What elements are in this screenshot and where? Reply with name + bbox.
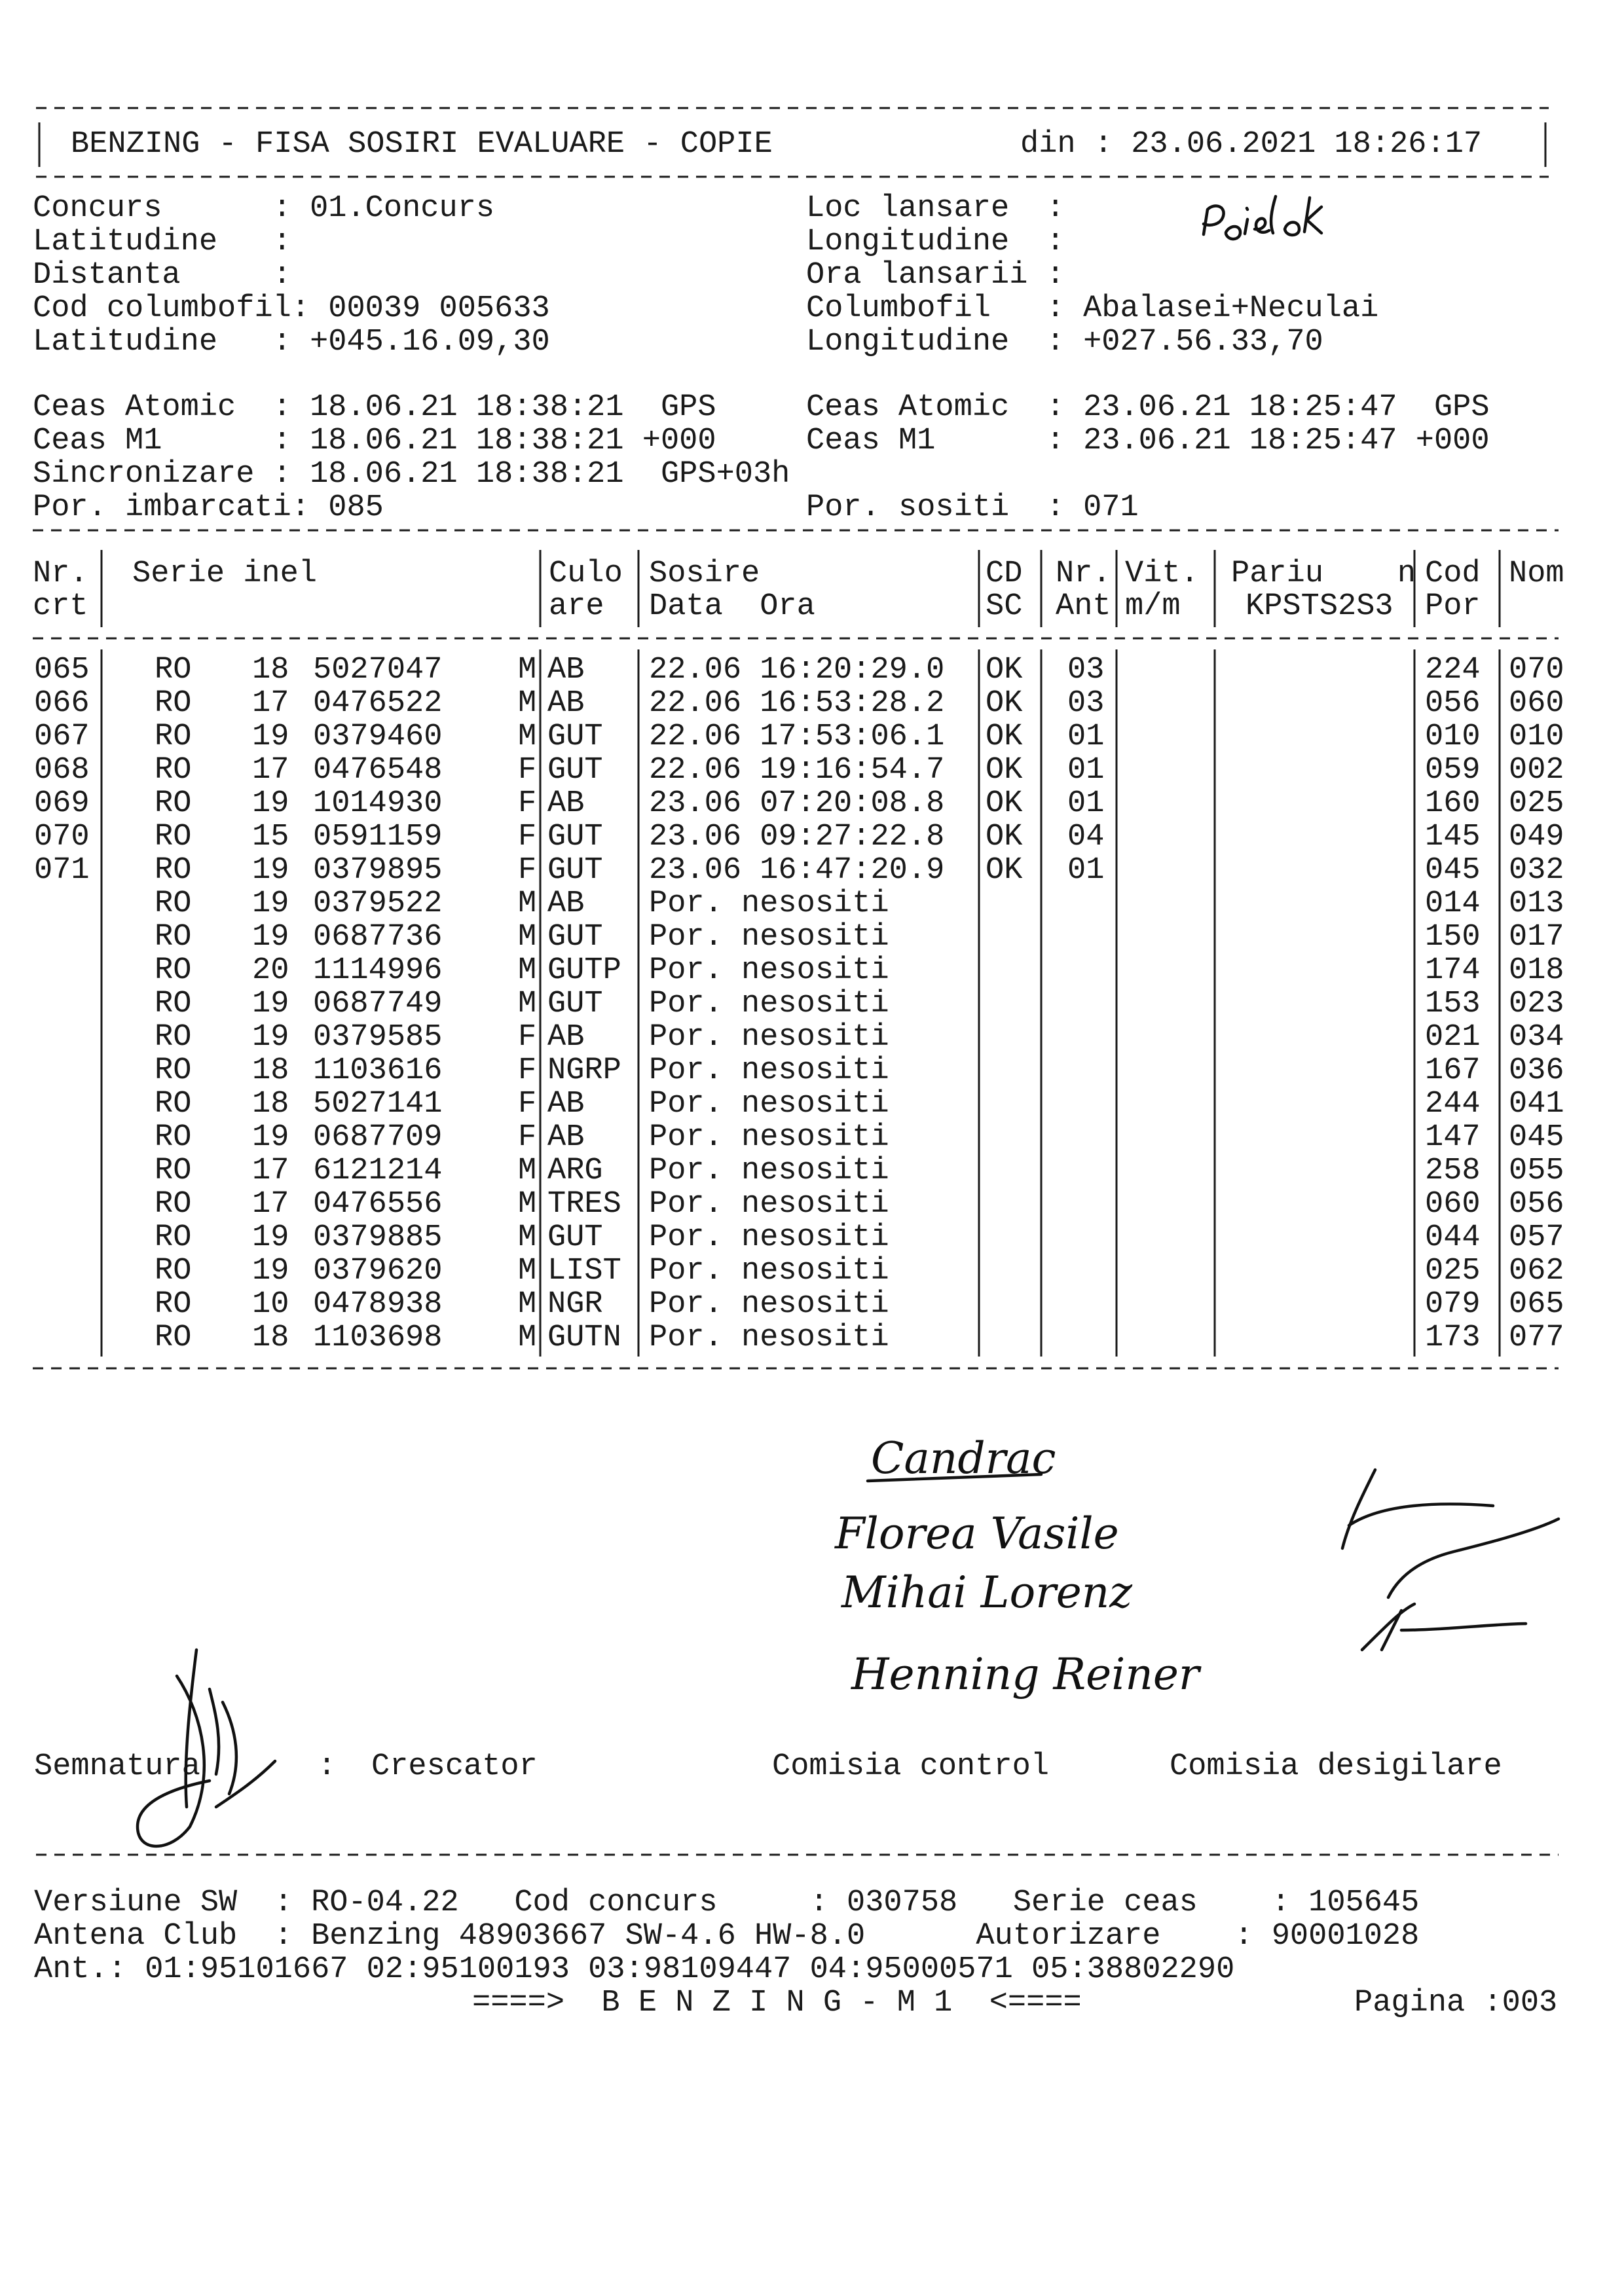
sex-code: M — [518, 1154, 537, 1188]
pigeon-code: 145 — [1425, 820, 1481, 854]
pigeon-code: 150 — [1425, 920, 1481, 955]
ring-year: 20 — [252, 953, 289, 988]
info-line: Columbofil : Abalasei+Neculai — [806, 291, 1379, 326]
table-row — [155, 987, 1564, 1021]
table-body — [34, 653, 1564, 1355]
ring-number: 0379522 — [313, 886, 443, 921]
cd-status: OK — [986, 753, 1023, 788]
footer-line: Versiune SW : RO-04.22 Cod concurs : 030758 Serie ceas : 105645 — [34, 1886, 1420, 1920]
table-row — [155, 1053, 1564, 1088]
ring-year: 18 — [252, 1321, 289, 1355]
info-line: Concurs : 01.Concurs — [33, 191, 495, 226]
table-row — [155, 886, 1564, 921]
sex-code: F — [518, 1120, 537, 1155]
arrival-time: 22.06 17:53:06.1 — [649, 720, 945, 754]
ring-year: 17 — [252, 1187, 289, 1222]
ring-number: 5027141 — [313, 1087, 443, 1121]
column-header: KPSTS2S3 — [1246, 589, 1393, 624]
color-code: GUT — [547, 753, 603, 788]
ring-year: 18 — [252, 653, 289, 687]
arrival-time: 22.06 16:20:29.0 — [649, 653, 945, 687]
pigeon-code: 173 — [1425, 1321, 1481, 1355]
footer-line: Ant.: 01:95101667 02:95100193 03:98109447 04:95000571 05:38802290 — [34, 1952, 1235, 1987]
pigeon-code: 160 — [1425, 786, 1481, 821]
nominal-number: 041 — [1509, 1087, 1564, 1121]
country-code: RO — [155, 853, 192, 888]
pigeon-code: 167 — [1425, 1053, 1481, 1088]
color-code: NGR — [547, 1287, 603, 1322]
cd-status: OK — [986, 653, 1023, 687]
table-row — [34, 753, 1564, 788]
sex-code: F — [518, 820, 537, 854]
country-code: RO — [155, 720, 192, 754]
row-number: 070 — [34, 820, 90, 854]
color-code: GUTN — [547, 1321, 621, 1355]
ring-number: 0687736 — [313, 920, 443, 955]
nominal-number: 045 — [1509, 1120, 1564, 1155]
breeder-label: Crescator — [371, 1749, 538, 1784]
color-code: AB — [547, 686, 585, 721]
sex-code: M — [518, 987, 537, 1021]
row-number: 065 — [34, 653, 90, 687]
color-code: AB — [547, 1020, 585, 1055]
color-code: GUT — [547, 853, 603, 888]
handwritten-location — [1204, 196, 1321, 239]
info-line: Ora lansarii : — [806, 258, 1065, 293]
ring-number: 0478938 — [313, 1287, 443, 1322]
sex-code: M — [518, 1220, 537, 1255]
country-code: RO — [155, 686, 192, 721]
table-row — [155, 1220, 1564, 1255]
ring-number: 0591159 — [313, 820, 443, 854]
row-number: 066 — [34, 686, 90, 721]
ring-number: 0476548 — [313, 753, 443, 788]
info-line: Latitudine : — [33, 225, 291, 259]
pigeon-code: 147 — [1425, 1120, 1481, 1155]
column-header: are — [549, 589, 604, 624]
ring-year: 10 — [252, 1287, 289, 1322]
footer — [34, 1886, 1557, 2020]
unsealing-commission-label: Comisia desigilare — [1170, 1749, 1502, 1784]
nominal-number: 060 — [1509, 686, 1564, 721]
info-line: Cod columbofil: 00039 005633 — [33, 291, 550, 326]
nominal-number: 055 — [1509, 1154, 1564, 1188]
arrival-time: Por. nesositi — [649, 886, 889, 921]
table-header — [33, 556, 1564, 624]
antenna-number: 01 — [1067, 786, 1105, 821]
column-header: Serie inel — [132, 556, 318, 591]
arrival-time: Por. nesositi — [649, 1154, 889, 1188]
ring-year: 19 — [252, 1020, 289, 1055]
pigeon-code: 045 — [1425, 853, 1481, 888]
country-code: RO — [155, 920, 192, 955]
table-row — [34, 820, 1564, 854]
country-code: RO — [155, 1154, 192, 1188]
nominal-number: 023 — [1509, 987, 1564, 1021]
table-row — [155, 1287, 1564, 1322]
arrival-time: Por. nesositi — [649, 987, 889, 1021]
table-row — [34, 686, 1564, 721]
handwritten-name: Candrac — [871, 1433, 1056, 1484]
control-commission-label: Comisia control — [772, 1749, 1050, 1784]
country-code: RO — [155, 987, 192, 1021]
info-line: Loc lansare : — [806, 191, 1065, 226]
pigeon-code: 224 — [1425, 653, 1481, 687]
handwritten-name: Henning Reiner — [851, 1649, 1200, 1700]
ring-year: 19 — [252, 786, 289, 821]
column-header: Nr. — [1056, 556, 1111, 591]
report-date: din : 23.06.2021 18:26:17 — [1020, 127, 1483, 162]
nominal-number: 025 — [1509, 786, 1564, 821]
color-code: AB — [547, 1087, 585, 1121]
pigeon-code: 258 — [1425, 1154, 1481, 1188]
pigeon-code: 174 — [1425, 953, 1481, 988]
arrival-time: Por. nesositi — [649, 1287, 889, 1322]
ring-year: 18 — [252, 1053, 289, 1088]
table-row — [155, 1254, 1564, 1288]
country-code: RO — [155, 953, 192, 988]
arrival-time: Por. nesositi — [649, 1053, 889, 1088]
sex-code: M — [518, 720, 537, 754]
commission-handwritten-names — [834, 1433, 1559, 1700]
ring-year: 19 — [252, 886, 289, 921]
sex-code: M — [518, 686, 537, 721]
ring-year: 19 — [252, 1120, 289, 1155]
pigeon-code: 021 — [1425, 1020, 1481, 1055]
footer-line: Antena Club : Benzing 48903667 SW-4.6 HW-8.0 Autorizare : 90001028 — [34, 1919, 1420, 1954]
ring-number: 0687749 — [313, 987, 443, 1021]
clock-line: Por. imbarcati: 085 — [33, 490, 384, 525]
column-header: Data Ora — [649, 589, 815, 624]
clock-line: Ceas Atomic : 18.06.21 18:38:21 GPS — [33, 390, 716, 425]
page-number: Pagina :003 — [1354, 1986, 1558, 2020]
ring-year: 17 — [252, 686, 289, 721]
nominal-number: 065 — [1509, 1287, 1564, 1322]
column-header: Sosire — [649, 556, 760, 591]
ring-year: 17 — [252, 753, 289, 788]
table-row — [155, 1120, 1564, 1155]
pigeon-code: 014 — [1425, 886, 1481, 921]
table-row — [155, 1020, 1564, 1055]
table-row — [34, 786, 1564, 821]
nominal-number: 056 — [1509, 1187, 1564, 1222]
info-line: Longitudine : — [806, 225, 1065, 259]
antenna-number: 01 — [1067, 753, 1105, 788]
arrival-time: 23.06 09:27:22.8 — [649, 820, 945, 854]
nominal-number: 018 — [1509, 953, 1564, 988]
sex-code: F — [518, 1053, 537, 1088]
nominal-number: 032 — [1509, 853, 1564, 888]
country-code: RO — [155, 1287, 192, 1322]
info-line: Longitudine : +027.56.33,70 — [806, 325, 1323, 359]
signature-separator: : — [318, 1749, 337, 1784]
pigeon-code: 044 — [1425, 1220, 1481, 1255]
breeder-signature — [138, 1650, 275, 1846]
sex-code: F — [518, 853, 537, 888]
pigeon-code: 153 — [1425, 987, 1481, 1021]
color-code: GUT — [547, 1220, 603, 1255]
clock-line: Ceas M1 : 23.06.21 18:25:47 +000 — [806, 424, 1490, 458]
arrival-time: Por. nesositi — [649, 1254, 889, 1288]
nominal-number: 034 — [1509, 1020, 1564, 1055]
arrival-time: Por. nesositi — [649, 953, 889, 988]
report-title: BENZING - FISA SOSIRI EVALUARE - COPIE — [71, 127, 773, 162]
nominal-number: 002 — [1509, 753, 1564, 788]
table-row — [155, 1321, 1564, 1355]
ring-year: 18 — [252, 1087, 289, 1121]
ring-year: 19 — [252, 853, 289, 888]
sex-code: F — [518, 786, 537, 821]
nominal-number: 036 — [1509, 1053, 1564, 1088]
cd-status: OK — [986, 820, 1023, 854]
country-code: RO — [155, 786, 192, 821]
country-code: RO — [155, 1254, 192, 1288]
arrivals-table — [33, 530, 1564, 1368]
ring-year: 19 — [252, 1220, 289, 1255]
clock-line: Ceas Atomic : 23.06.21 18:25:47 GPS — [806, 390, 1490, 425]
nominal-number: 017 — [1509, 920, 1564, 955]
sex-code: M — [518, 1287, 537, 1322]
cd-status: OK — [986, 853, 1023, 888]
ring-year: 19 — [252, 1254, 289, 1288]
column-header: Pariu n — [1231, 556, 1416, 591]
arrival-time: Por. nesositi — [649, 1187, 889, 1222]
arrival-time: Por. nesositi — [649, 1020, 889, 1055]
color-code: GUT — [547, 820, 603, 854]
ring-number: 0476556 — [313, 1187, 443, 1222]
color-code: GUT — [547, 720, 603, 754]
sex-code: M — [518, 920, 537, 955]
country-code: RO — [155, 1187, 192, 1222]
color-code: NGRP — [547, 1053, 621, 1088]
country-code: RO — [155, 653, 192, 687]
nominal-number: 013 — [1509, 886, 1564, 921]
cd-status: OK — [986, 686, 1023, 721]
color-code: AB — [547, 653, 585, 687]
pigeon-code: 079 — [1425, 1287, 1481, 1322]
ring-number: 1103616 — [313, 1053, 443, 1088]
arrival-time: Por. nesositi — [649, 920, 889, 955]
sex-code: F — [518, 753, 537, 788]
cd-status: OK — [986, 786, 1023, 821]
row-number: 069 — [34, 786, 90, 821]
color-code: AB — [547, 786, 585, 821]
pigeon-code: 060 — [1425, 1187, 1481, 1222]
nominal-number: 062 — [1509, 1254, 1564, 1288]
column-header: CD — [986, 556, 1023, 591]
antenna-number: 03 — [1067, 653, 1105, 687]
country-code: RO — [155, 1120, 192, 1155]
column-header: Nr. — [33, 556, 88, 591]
column-header: Culo — [549, 556, 623, 591]
color-code: AB — [547, 1120, 585, 1155]
ring-number: 0379895 — [313, 853, 443, 888]
table-row — [155, 1087, 1564, 1121]
arrival-time: 23.06 16:47:20.9 — [649, 853, 945, 888]
antenna-number: 03 — [1067, 686, 1105, 721]
handwritten-name: Mihai Lorenz — [841, 1567, 1133, 1618]
arrival-time: 23.06 07:20:08.8 — [649, 786, 945, 821]
country-code: RO — [155, 886, 192, 921]
info-line: Distanta : — [33, 258, 291, 293]
antenna-number: 04 — [1067, 820, 1105, 854]
pigeon-code: 010 — [1425, 720, 1481, 754]
sex-code: M — [518, 1321, 537, 1355]
arrival-time: Por. nesositi — [649, 1321, 889, 1355]
nominal-number: 077 — [1509, 1321, 1564, 1355]
column-header: m/m — [1125, 589, 1181, 624]
color-code: GUTP — [547, 953, 621, 988]
pigeon-code: 059 — [1425, 753, 1481, 788]
country-code: RO — [155, 1220, 192, 1255]
pigeon-code: 025 — [1425, 1254, 1481, 1288]
column-header: Cod — [1425, 556, 1481, 591]
ring-year: 19 — [252, 987, 289, 1021]
antenna-number: 01 — [1067, 853, 1105, 888]
color-code: ARG — [547, 1154, 603, 1188]
sex-code: F — [518, 1087, 537, 1121]
country-code: RO — [155, 1053, 192, 1088]
country-code: RO — [155, 753, 192, 788]
sex-code: M — [518, 1254, 537, 1288]
ring-number: 1103698 — [313, 1321, 443, 1355]
color-code: GUT — [547, 920, 603, 955]
nominal-number: 010 — [1509, 720, 1564, 754]
arrival-time: 22.06 19:16:54.7 — [649, 753, 945, 788]
ring-number: 1114996 — [313, 953, 443, 988]
arrival-time: Por. nesositi — [649, 1120, 889, 1155]
row-number: 067 — [34, 720, 90, 754]
clock-info-right — [806, 390, 1490, 525]
color-code: TRES — [547, 1187, 621, 1222]
column-header: Ant — [1056, 589, 1111, 624]
ring-year: 15 — [252, 820, 289, 854]
antenna-number: 01 — [1067, 720, 1105, 754]
table-row — [155, 920, 1564, 955]
color-code: LIST — [547, 1254, 621, 1288]
arrival-time: Por. nesositi — [649, 1087, 889, 1121]
signature-label: Semnatura — [34, 1749, 200, 1784]
ring-year: 19 — [252, 720, 289, 754]
table-row — [155, 953, 1564, 988]
nominal-number: 057 — [1509, 1220, 1564, 1255]
info-line: Latitudine : +045.16.09,30 — [33, 325, 550, 359]
clock-line: Sincronizare : 18.06.21 18:38:21 GPS+03h — [33, 457, 790, 492]
nominal-number: 049 — [1509, 820, 1564, 854]
ring-number: 0687709 — [313, 1120, 443, 1155]
row-number: 071 — [34, 853, 90, 888]
country-code: RO — [155, 1087, 192, 1121]
table-row — [155, 1187, 1564, 1222]
cd-status: OK — [986, 720, 1023, 754]
ring-number: 0379620 — [313, 1254, 443, 1288]
ring-number: 0379885 — [313, 1220, 443, 1255]
footer-banner: ====> B E N Z I N G - M 1 <==== — [472, 1986, 1082, 2020]
ring-number: 0379585 — [313, 1020, 443, 1055]
sex-code: F — [518, 1020, 537, 1055]
sex-code: M — [518, 953, 537, 988]
clock-line: Por. sositi : 071 — [806, 490, 1139, 525]
column-header: Por — [1425, 589, 1481, 624]
contest-info-left — [33, 191, 550, 359]
ring-number: 1014930 — [313, 786, 443, 821]
nominal-number: 070 — [1509, 653, 1564, 687]
ring-year: 17 — [252, 1154, 289, 1188]
table-row — [34, 653, 1564, 687]
country-code: RO — [155, 1321, 192, 1355]
table-row — [155, 1154, 1564, 1188]
ring-number: 0379460 — [313, 720, 443, 754]
ring-number: 6121214 — [313, 1154, 443, 1188]
country-code: RO — [155, 820, 192, 854]
sex-code: M — [518, 1187, 537, 1222]
color-code: AB — [547, 886, 585, 921]
color-code: GUT — [547, 987, 603, 1021]
sex-code: M — [518, 886, 537, 921]
clock-line: Ceas M1 : 18.06.21 18:38:21 +000 — [33, 424, 716, 458]
table-row — [34, 853, 1564, 888]
ring-number: 5027047 — [313, 653, 443, 687]
column-header: Vit. — [1125, 556, 1199, 591]
pigeon-code: 244 — [1425, 1087, 1481, 1121]
column-header: SC — [986, 589, 1023, 624]
column-header: crt — [33, 589, 88, 624]
clock-info-left — [33, 390, 790, 525]
handwritten-name: Florea Vasile — [835, 1508, 1119, 1559]
arrival-time: 22.06 16:53:28.2 — [649, 686, 945, 721]
contest-info-right — [806, 191, 1378, 359]
sex-code: M — [518, 653, 537, 687]
country-code: RO — [155, 1020, 192, 1055]
row-number: 068 — [34, 753, 90, 788]
arrival-time: Por. nesositi — [649, 1220, 889, 1255]
ring-number: 0476522 — [313, 686, 443, 721]
pigeon-code: 056 — [1425, 686, 1481, 721]
ring-year: 19 — [252, 920, 289, 955]
table-row — [34, 720, 1564, 754]
column-header: Nom — [1509, 556, 1564, 591]
